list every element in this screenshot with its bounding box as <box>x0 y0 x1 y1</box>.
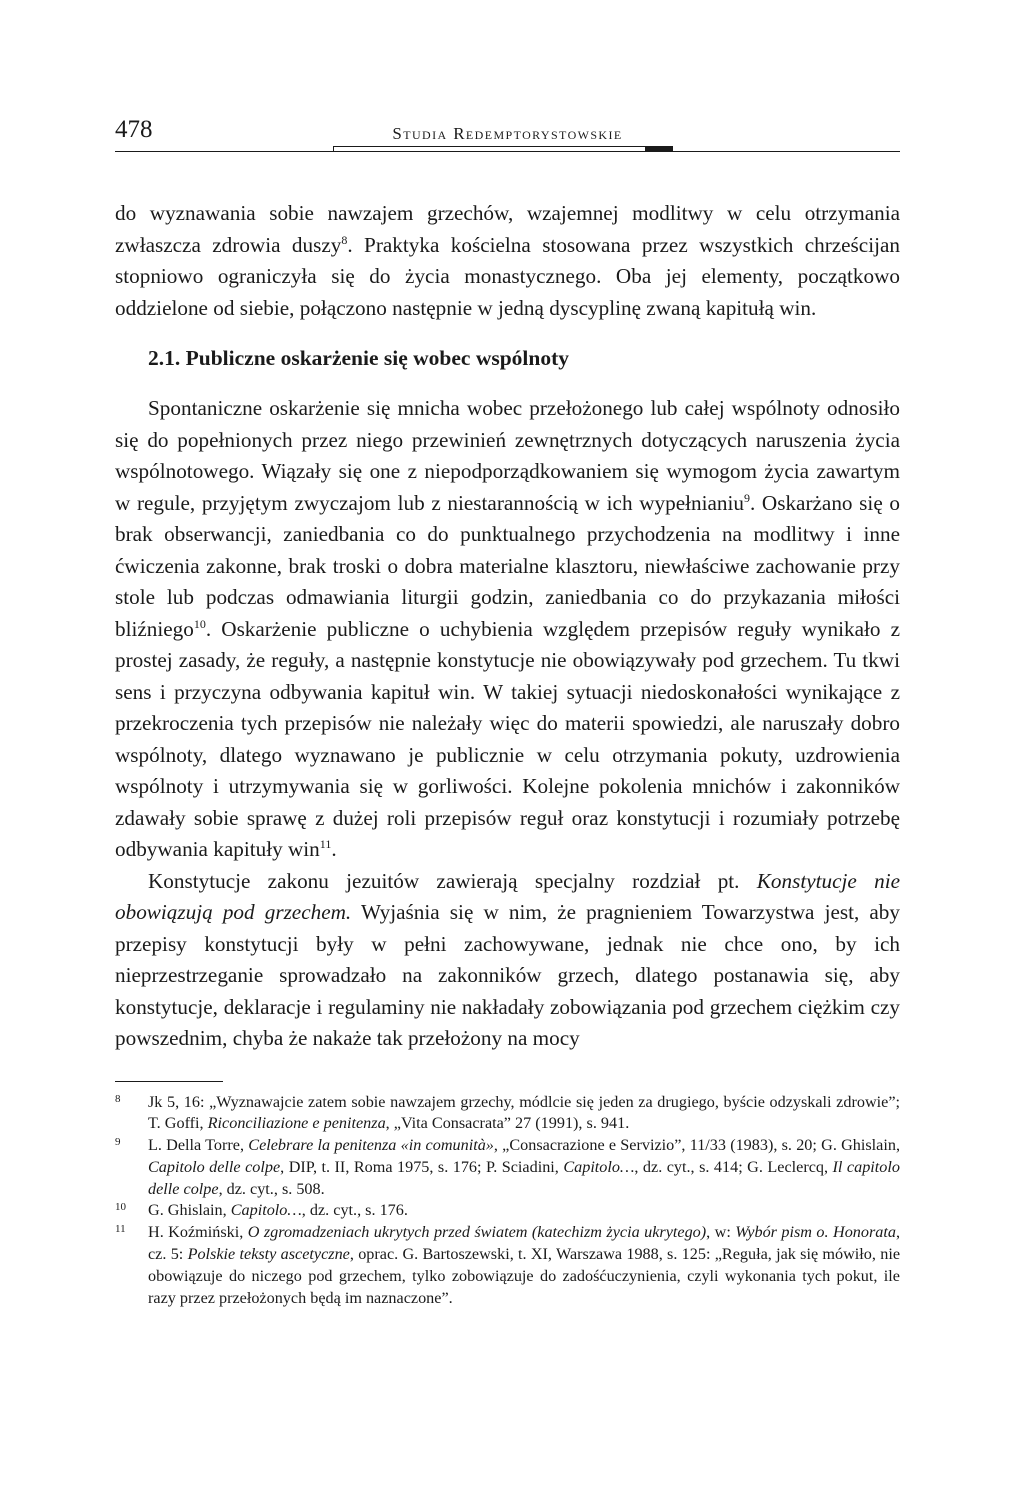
paragraph-1 <box>115 198 900 324</box>
footnote-ref-10: 10 <box>193 616 206 631</box>
italic-run: Wybór pism o. Honorata <box>735 1223 896 1242</box>
italic-run: Capitolo delle colpe <box>148 1157 281 1176</box>
text-run: L. Della Torre, <box>148 1136 249 1155</box>
text-run: , dz. cyt., s. 176. <box>301 1201 408 1220</box>
text-run: , dz. cyt., s. 508. <box>218 1179 325 1198</box>
footnote-number: 11 <box>115 1223 126 1236</box>
footnote-ref-8: 8 <box>341 232 348 247</box>
footnote-ref-11: 11 <box>319 836 332 851</box>
italic-run: O zgromadzeniach ukrytych przed światem (katechizm życia ukrytego) <box>247 1223 707 1242</box>
footnote-number: 10 <box>115 1201 126 1214</box>
header-rule-ornament-fill <box>645 146 673 152</box>
section-heading: 2.1. Publiczne oskarżenie się wobec wspólnoty <box>148 346 570 370</box>
text-run: , DIP, t. II, Roma 1975, s. 176; P. Sciadini, <box>280 1157 564 1176</box>
text-run: . <box>331 837 337 861</box>
journal-title: Studia Redemptorystowskie <box>392 124 623 143</box>
italic-run: Il capitolo delle colpe <box>148 1157 900 1198</box>
text-run: Jk 5, 16: „Wyznawajcie zatem sobie nawzajem grzechy, módlcie się jeden za drugiego, byście odzyskali zdrowie”; T. Goffi, <box>148 1092 900 1133</box>
footnote-11 <box>115 1222 900 1309</box>
text-run: G. Ghislain, <box>148 1201 231 1220</box>
italic-run: Celebrare la penitenza «in comunità» <box>248 1136 494 1155</box>
page <box>115 110 900 1309</box>
header-rule-ornament <box>333 146 673 152</box>
text-run: H. Koźmiński, <box>148 1223 248 1242</box>
text-run: , cz. 5: <box>148 1223 901 1264</box>
text-run: . Oskarżenie publiczne o uchybienia względem przepisów reguły wynikało z prostej zasady, że reguły, a następnie konstytucje nie obowiązywały pod grzechem. Tu tkwi sens i przyczyna odbywania kapituł win. W takiej sytuacji niedoskonałości wynikające z przekroczenia tych przepisów nie należały więc do materii spowiedzi, ale naruszały dobro wspólnoty, dlatego wyznawano je publicznie w celu otrzymania pokuty, uzdrowienia wspólnoty i utrzymywania się w gorliwości. Kolejne pokolenia mnichów i zakonników zdawały sobie sprawę z dużej roli przepisów reguł oraz konstytucji i rozumiały potrzebę odbywania kapituły win <box>115 616 900 861</box>
text-run: Konstytucje zakonu jezuitów zawierają specjalny rozdział pt. <box>148 868 757 893</box>
text-run: , dz. cyt., s. 414; G. Leclercq, <box>634 1157 833 1176</box>
text-run: Spontaniczne oskarżenie się mnicha wobec przełożonego lub całej wspólnoty odnosiło się do popełnionych przez niego przewinień zewnętrznych dotyczących naruszenia życia wspólnotowego. Wiązały się one z niepodporządkowaniem się wymogom życia zawartym w regule, przyjętym zwyczajom lub z niestarannością w ich wypełnianiu <box>115 396 900 515</box>
italic-title: Konstytucje nie obowiązują pod grzechem. <box>115 868 900 924</box>
footnote-ref-9: 9 <box>743 490 750 505</box>
footnote-8 <box>115 1092 900 1136</box>
body-text <box>115 198 900 1055</box>
footnote-number: 8 <box>115 1092 121 1105</box>
page-number: 478 <box>115 116 153 143</box>
text-run: , oprac. G. Bartoszewski, t. XI, Warszawa 1988, s. 125: „Reguła, jak się mówiło, nie obowiązuje do niczego pod grzechem, tylko zobowiązuje do zadośćuczynienia, czyli wykonania tych pokut, ile razy przez przełożonych będą im naznaczone”. <box>148 1245 901 1307</box>
footnote-9 <box>115 1135 900 1200</box>
italic-run: Polskie teksty ascetyczne <box>187 1245 350 1264</box>
italic-run: Capitolo… <box>563 1157 635 1176</box>
running-head <box>115 110 900 150</box>
italic-run: Riconciliazione e penitenza <box>207 1114 386 1133</box>
footnote-10 <box>115 1200 900 1222</box>
italic-run: Capitolo… <box>230 1201 302 1220</box>
text-run: , „Consacrazione e Servizio”, 11/33 (1983), s. 20; G. Ghislain, <box>493 1136 901 1155</box>
footnote-separator <box>115 1081 223 1082</box>
paragraph-3 <box>115 866 900 1055</box>
paragraph-2 <box>115 393 900 866</box>
text-run: Wyjaśnia się w nim, że pragnieniem Towarzystwa jest, aby przepisy konstytucji były w pełni zachowywane, jednak nie chce ono, by ich nieprzestrzeganie sprowadzało na zakonników grzech, dlatego postanawia się, aby konstytucje, deklaracje i regulaminy nie nakładały zobowiązania pod grzechem ciężkim czy powszednim, chyba że nakaże tak przełożony na mocy <box>115 900 900 1050</box>
footnotes <box>115 1092 900 1310</box>
text-run: . Oskarżano się o brak obserwancji, zaniedbania co do punktualnego przychodzenia na modlitwy i inne ćwiczenia zakonne, brak troski o dobra materialne klasztoru, niewłaściwe zachowanie przy stole lub podczas odmawiania liturgii godzin, zaniedbania co do przykazania miłości bliźniego <box>115 490 900 641</box>
footnote-number: 9 <box>115 1136 121 1149</box>
text-run: , „Vita Consacrata” 27 (1991), s. 941. <box>385 1114 630 1133</box>
text-run: . Praktyka kościelna stosowana przez wszystkich chrześcijan stopniowo ograniczyła się do życia monastycznego. Oba jej elementy, początkowo oddzielone od siebie, połączono następnie w jedną dyscyplinę zwaną kapitułą win. <box>115 232 900 320</box>
text-run: , w: <box>706 1223 736 1242</box>
text-run: do wyznawania sobie nawzajem grzechów, wzajemnej modlitwy w celu otrzymania zwłaszcza zdrowia duszy <box>115 201 900 257</box>
